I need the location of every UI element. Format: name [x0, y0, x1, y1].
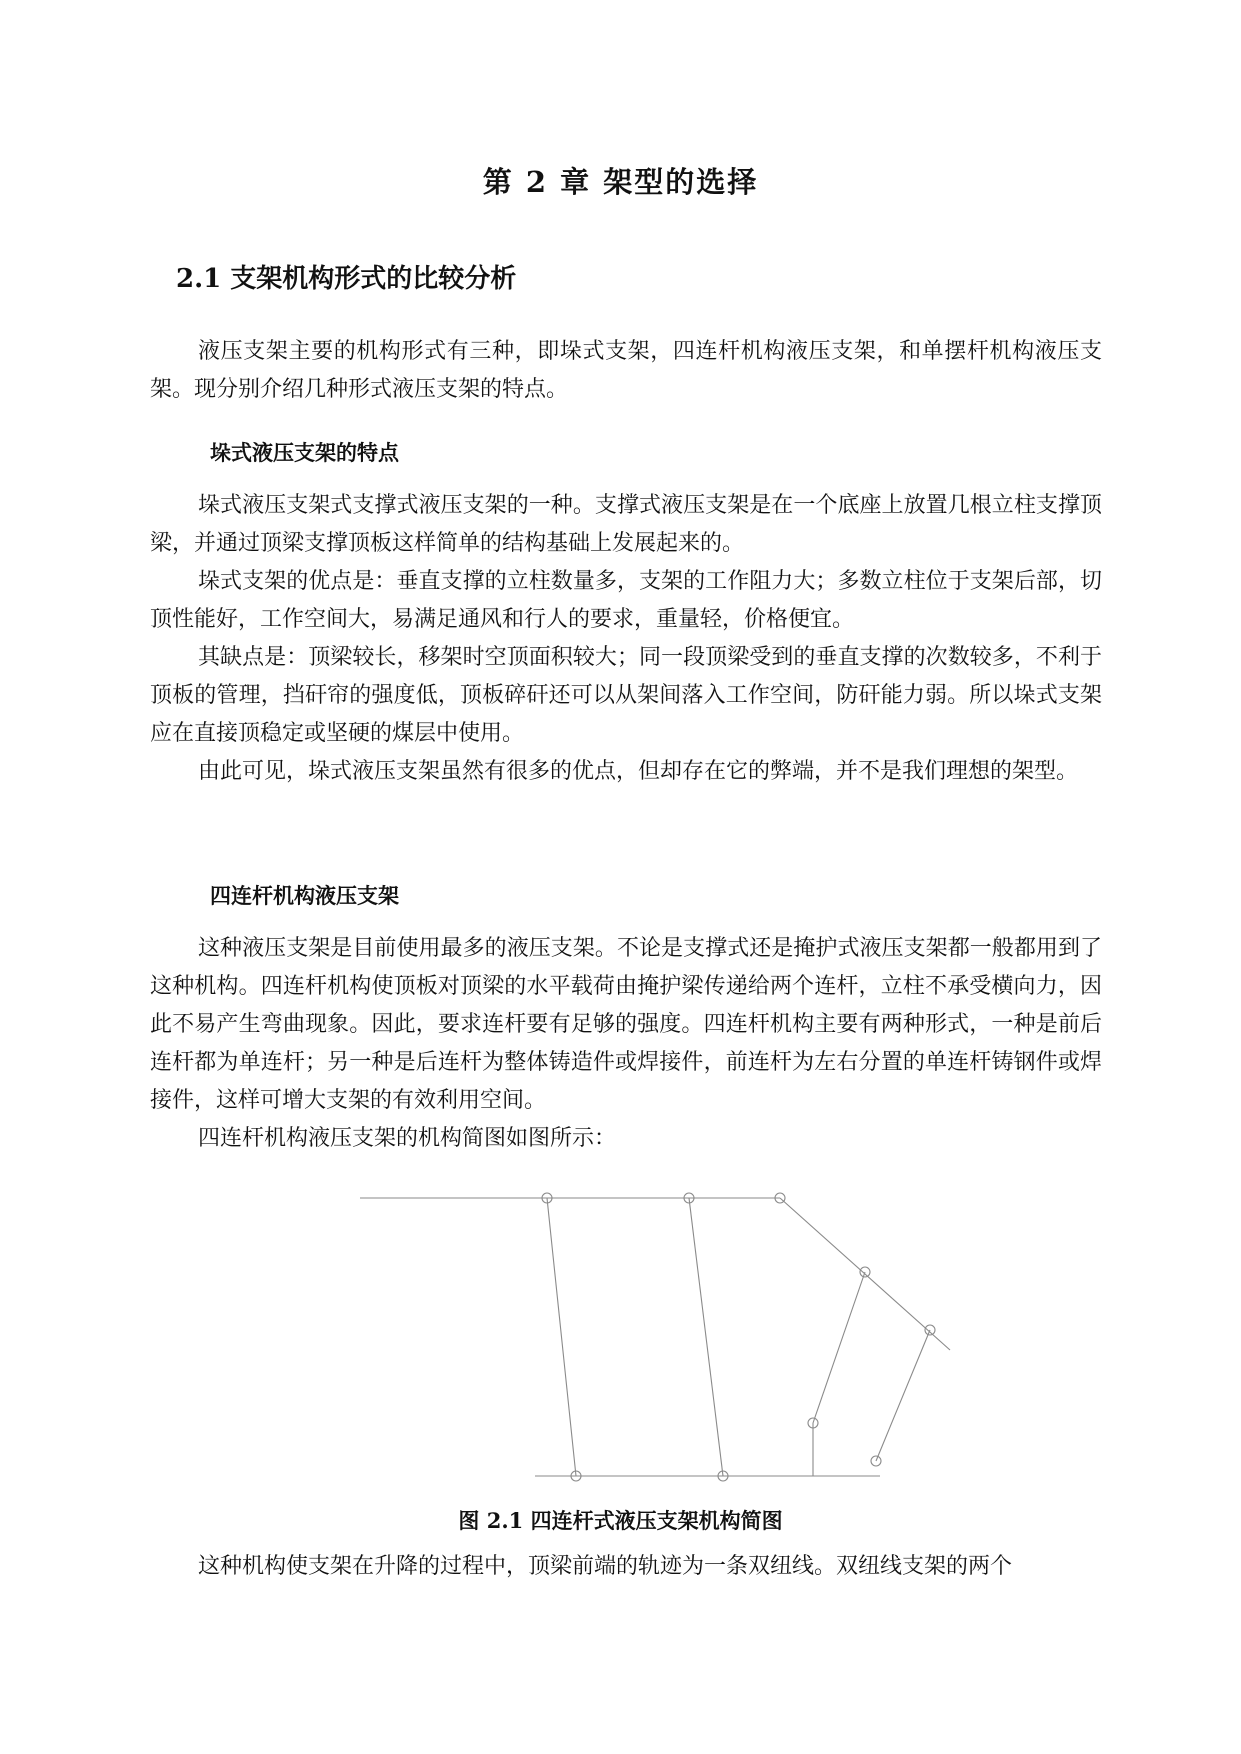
- paragraph-crib-conclusion: 由此可见，垛式液压支架虽然有很多的优点，但却存在它的弊端，并不是我们理想的架型。: [198, 759, 1079, 784]
- subheading-crib-support: 垛式液压支架的特点: [210, 440, 399, 465]
- paragraph-four-bar-description: 这种液压支架是目前使用最多的液压支架。不论是支撑式还是掩护式液压支架都一般都用到了这种机构。四连杆机构使顶板对顶梁的水平载荷由掩护梁传递给两个连杆，立柱不承受横向力，因此不易产生弯曲现象。因此，要求连杆要有足够的强度。四连杆机构主要有两种形式，一种是前后连杆都为单连杆；另一种是后连杆为整体铸造件或焊接件，前连杆为左右分置的单连杆铸钢件或焊接件，这样可增大支架的有效利用空间。: [150, 936, 1102, 1113]
- paragraph-intro: 液压支架主要的机构形式有三种，即垛式支架，四连杆机构液压支架，和单摆杆机构液压支架。现分别介绍几种形式液压支架的特点。: [150, 339, 1102, 402]
- subheading-four-bar-support: 四连杆机构液压支架: [210, 883, 399, 908]
- rear-column-line: [547, 1198, 576, 1476]
- figure-caption: 图 2.1 四连杆式液压支架机构简图: [458, 1508, 783, 1533]
- front-link-line: [876, 1330, 930, 1461]
- chapter-title: 第 2 章 架型的选择: [482, 165, 759, 199]
- paragraph-after-figure: 这种机构使支架在升降的过程中，顶梁前端的轨迹为一条双纽线。双纽线支架的两个: [198, 1554, 1013, 1579]
- shield-beam-line: [780, 1198, 950, 1350]
- paragraph-crib-advantages: 垛式支架的优点是：垂直支撑的立柱数量多，支架的工作阻力大；多数立柱位于支架后部，切顶性能好，工作空间大，易满足通风和行人的要求，重量轻，价格便宜。: [150, 569, 1102, 632]
- section-title: 2.1 支架机构形式的比较分析: [176, 264, 517, 294]
- rear-link-line: [813, 1272, 865, 1423]
- paragraph-figure-intro: 四连杆机构液压支架的机构简图如图所示：: [198, 1126, 617, 1151]
- paragraph-crib-disadvantages: 其缺点是：顶梁较长，移架时空顶面积较大；同一段顶梁受到的垂直支撑的次数较多，不利于顶板的管理，挡矸帘的强度低，顶板碎矸还可以从架间落入工作空间，防矸能力弱。所以垛式支架应在直接顶稳定或坚硬的煤层中使用。: [150, 645, 1102, 746]
- paragraph-crib-definition: 垛式液压支架式支撑式液压支架的一种。支撑式液压支架是在一个底座上放置几根立柱支撑顶梁，并通过顶梁支撑顶板这样简单的结构基础上发展起来的。: [150, 493, 1102, 556]
- four-bar-mechanism-diagram: [350, 1180, 970, 1490]
- front-column-line: [689, 1198, 723, 1476]
